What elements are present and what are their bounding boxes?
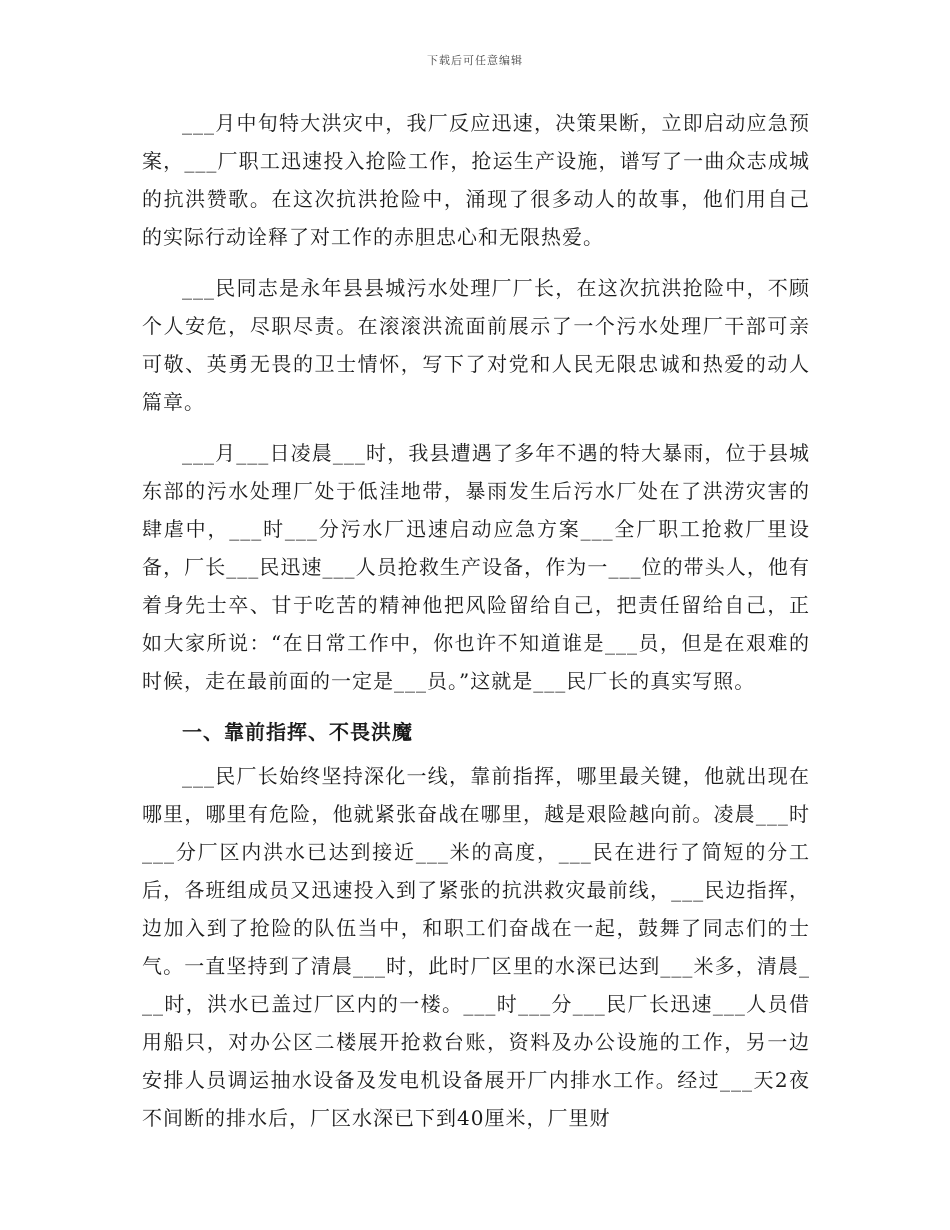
section-paragraph: ___民厂长始终坚持深化一线，靠前指挥，哪里最关键，他就出现在哪里，哪里有危险，他就紧张奋战在哪里，越是艰险越向前。凌晨___时___分厂区内洪水已达到接近___米的高度，___民在进行了简短的分工后，各班组成员又迅速投入到了紧张的抗洪救灾最前线，___民边指挥，边加入到了抢险的队伍当中，和职工们奋战在一起，鼓舞了同志们的士气。一直坚持到了清晨___时，此时厂区里的水深已达到___米多，清晨___时，洪水已盖过厂区内的一楼。___时___分___民厂长迅速___人员借用船只，对办公区二楼展开抢救台账，资料及办公设施的工作，另一边安排人员调运抽水设备及发电机设备展开厂内排水工作。经过___天2夜不间断的排水后，厂区水深已下到40厘米，厂里财 [142,764,810,1130]
document-body [142,104,810,1150]
paragraph-2: ___民同志是永年县县城污水处理厂厂长，在这次抗洪抢险中，不顾个人安危，尽职尽责。在滚滚洪流面前展示了一个污水处理厂干部可亲可敬、英勇无畏的卫士情怀，写下了对党和人民无限忠诚和热爱的动人篇章。 [142,276,810,414]
paragraph-1: ___月中旬特大洪灾中，我厂反应迅速，决策果断，立即启动应急预案，___厂职工迅速投入抢险工作，抢运生产设施，谱写了一曲众志成城的抗洪赞歌。在这次抗洪抢险中，涌现了很多动人的故事，他们用自己的实际行动诠释了对工作的赤胆忠心和无限热爱。 [142,111,810,249]
section-heading: 一、靠前指挥、不畏洪魔 [182,720,413,744]
paragraph-3: ___月___日凌晨___时，我县遭遇了多年不遇的特大暴雨，位于县城东部的污水处理厂处于低洼地带，暴雨发生后污水厂处在了洪涝灾害的肆虐中，___时___分污水厂迅速启动应急方案___全厂职工抢救厂里设备，厂长___民迅速___人员抢救生产设备，作为一___位的带头人，他有着身先士卒、甘于吃苦的精神他把风险留给自己，把责任留给自己，正如大家所说：“在日常工作中，你也许不知道谁是___员，但是在艰难的时候，走在最前面的一定是___员。”这就是___民厂长的真实写照。 [142,441,810,693]
page-header: 下载后可任意编辑 [427,54,523,67]
